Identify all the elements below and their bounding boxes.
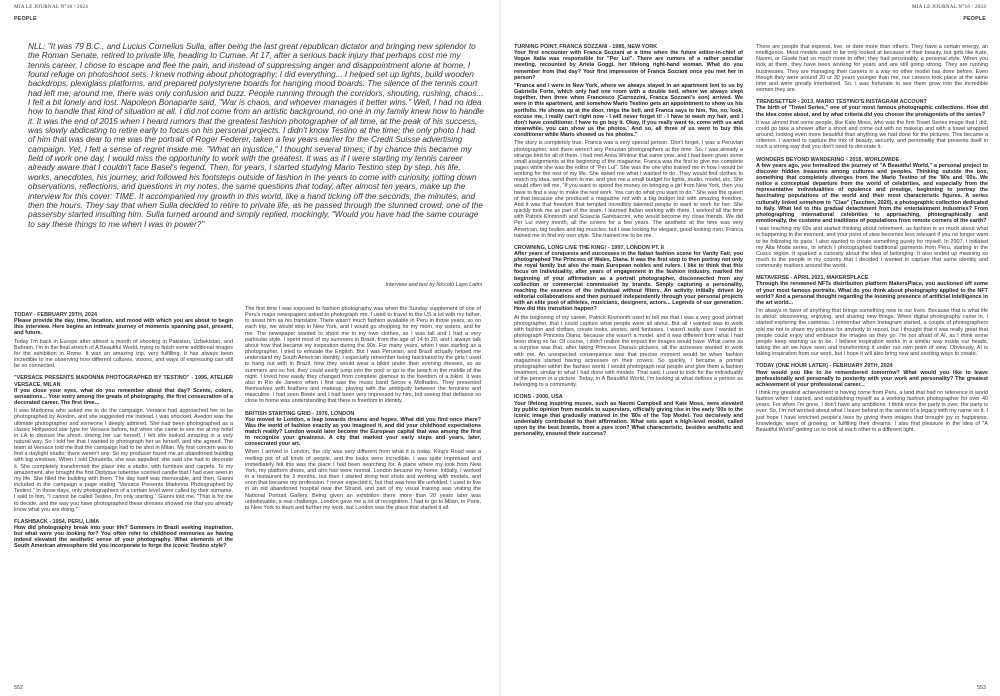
question: Your first encounter with Franca Sozzani at a time when the future editor-in-chief of Vogue Italia was responsible for "Per Lui". There are rumors of a rather peculiar meeting, recounted by Ariela Goggi, her lifelong right-hand woman. What do you remember from that day? Your first impression of Franca Sozzani once you met her in person? [514,50,743,81]
journal-title: MIA LE JOURNAL N°18 / 2024 [14,4,89,10]
section-heading: TODAY (ONE HOUR LATER) - FEBRUARY 29TH, 2024 [756,363,893,370]
section-heading: TODAY - FEBRUARY 29TH, 2024 [14,312,97,318]
question: After years of conquests and successes in the Italian fashion scene for Vanity Fair, you photographed The Princess of Wales, Diana. It was the first step to then portray not only the royal family but also the main European nobles and rulers. I like to think that this focus on individuality, after years of engagement in the fashion industry, marked the beginning of your affirmation as a portrait photographer, disconnected from any collection or commercial commission by brands. Simply capturing a personality, reaching the essence of the individual without filters. An activity initially driven by editorial collaborations and then pursued independently through your personal projects with an elite pool of athletes, musicians, designers, actors... Legends of our generation. How did this transition happen? [514,251,743,313]
section-heading: TURNING POINT, FRANCA SOZZANI - 1985, NEW YORK [514,44,658,50]
question: The birth of "Towel Series," one of your most famous photographic collections. How did the idea come about, and by what criteria did you choose the protagonists of the series? [756,105,988,118]
answer: At the beginning of my career, Patrick Kinmonth used to tell me that I was a very good portrait photographer, that I could capture what people were all about. But all I wanted was to work with fashion and clothes, create looks, stories, and fantasies. I wasn't really sure I wanted to photograph Princess Diana, because she wasn't a model, and it was different from what I had been doing so far. Of course, I didn't realize the impact the images would have. What came as a surprise was that, after taking Princess Diana's pictures, all the actresses wanted to work with me. An unexpected consequence was that precise moment would be when fashion magazines started having actresses on their covers. So quickly, I became a portrait photographer within the fashion world. I would photograph real people and give them a fashion treatment, similar to what I had done with models. That said, I used to look for the individuality of the person in a picture. Today, in A Beautiful World, I'm looking at what defines a person as belonging to a community. [514,314,743,389]
question: Your lifelong inspiring muses, such as Naomi Campbell and Kate Moss, were elevated by public opinion from models to superstars, officially giving rise in the early '00s to the iconic image that gradually matured in the '80s of the Top Model. You decisively and undeniably contributed to their affirmation. What sets apart a high-level model, called upon by the best brands, from a pure icon? What characteristic, besides aesthetic and personality, ensured their success? [514,400,743,438]
question: How would you like to be remembered tomorrow? What would you like to leave professionally and personally to posterity with your work and personality? The greatest achievement of your professional career... [756,369,988,388]
left-column-1 [14,312,233,552]
intro-paragraph: NLL: "It was 79 B.C., and Lucius Cornelius Sulla, after being the last great republican dictator and bringing new splendor to the Roman Senate, retired to private life, heading to Cumae. At 17, after a serious back injury that perhaps cost me my tennis career, I chose to escape and flee the pain, and instead of suppressing anger and disappointment alone at home, I found refuge on photoshoot sets. I knew nothing about photography; I did everything... I helped set up lights, build wooden backdrops, plexiglass platforms, and prepared polystyrene boards for hanging mood boards. The silence of the tennis court had left me; around me, there was only confusion and buzz. People running through the corridors, shouting, rushing, chaos... I felt a bit lonely and lost. Napoleon Bonaparte said, "War is chaos, and whoever manages it better wins." Well, I had no idea how to handle that kind of situation at all. I did not come from an artistic background, no one in my family knew how to handle it. It was the end of 2015 when I heard rumors that the greatest fashion photographer of all time, at the peak of his success, was slowly abdicating to retire early to focus on his personal projects. I didn't know Testino at the time; the only photo I had of him that was dear to me was the portrait of Roger Federer, taken a few years earlier for the Credit Suisse advertising campaign. Yet, I felt a sense of regret inside me. "What an injustice," I thought several times; if by chance this became my field of work one day, I would miss the opportunity to work with the greatest. It was as if I were starting my tennis career already aware that I couldn't face Basel's legend. Then, for years, I started studying Mario Testino step by step, his life, works, anecdotes, his journey, and followed his footsteps outside of fashion in the years to come with curiosity, jotting down observations, reflections, and questions in my notes, the same questions that today, after almost ten years, make up the interview for this cover: TIME. It accompanied my growth in this world, like a hand ticking off the seconds, the minutes, and then the hours. They say that when Sulla decided to retire to private life, as he passed through the stunned crowd, one of the passersby started insulting him. Sulla turned around and simply replied, mockingly, "Would you have had the same courage to say these things to me when I was in power?" [28,42,484,229]
answer: It was Madonna who asked me to do the campaign. Versace had approached her to be photographed by Avedon, and she suggested me instead. I was shocked. Avedon was the ultimate photographer and someone I deeply admired. She had been photographed as a classic Hollywood star type for Versace before, but when she came to see me at my hotel in LA to discuss the shoot, driving her car herself, I felt she looked amazing in a very natural way. So I told her that I wanted to photograph her as herself, and she agreed. The team at Versace told me that the campaign had to be shot in Milan. My first concern was to find a daylight studio; there weren't any. So my producer found me an abandoned building with big windows. When I told Donatella, she was appalled; she said she had to decorate it. She completely transformed the place into a studio, with furniture and carpets. To my amazement, she brought the first Diptyque tuberose scented candle that I had ever seen in my life. She filled the building with them. The day itself was memorable, and then, Gianni included in the campaign a page stating "Versace Presents Madonna Photographed by Testino." In those days, only photographers of a certain level were called by their surname. I said to him, "I cannot be called Testino, I'm only starting." Gianni told me, "That is for me to decide, and the way you have photographed these dresses showed me that you already know what you are doing." [14,408,233,513]
left-running-header [14,4,88,22]
section-heading: TRENDSETTER - 2013, MARIO TESTINO'S INSTAGRAM ACCOUNT [756,99,927,106]
section-heading: ICONS - 2000, USA [514,394,563,401]
answer: Today I'm back in Europe after almost a month of shooting in Pakistan, Uzbekistan, and Bahrain. I'm in the final stretch of A Beautiful World, trying to finish some additional images for the exhibition in Rome. It was an amazing trip, very fulfilling. It has always been incredible to me observing how different cultures, visions, and ways of expressing can still be so connected. [14,338,233,370]
left-column-2 [245,306,481,514]
section-heading: BRITISH STARTING GRID - 1976, LONDON [245,410,355,417]
right-column-2 [756,44,988,436]
left-page-number: 552 [14,685,23,691]
answer: I'm always in favor of anything that brings something new to our lives. Because that is what life is about: discovering, enjoying, and sharing new things. When digital photography came in, I started exploring the cameras. I remember when Instagram started, a couple of photographers told me not to share my pictures for anybody to repost, but I thought that it was really great that people could enjoy and embrace the images as they go. I'm not afraid of AI, as I think some people keep warning us to be. I believe inspiration works in a similar way inside our heads, taking the art we have seen and transforming it under our own point of view. Obviously, AI is taking inspiration from our work, but I hope it will also bring new and exciting ways to create. [756,308,988,358]
answer: I think my greatest achievement is having come from Peru, a land that had no reference in world fashion when I started, and establishing myself as a working fashion photographer for over 40 years. For when I'm gone, I don't have any ambitions. I think once the party is over, the party is over. So, I'm not worried about what I leave behind in the sense of a legacy with my name on it. I just hope I have enriched people's lives by giving them images that brought joy or happiness, knowledge, ways of growing, or fulfilling their dreams. I also find pleasure in the idea of "A Beautiful World" getting us to look at each other in a different light. [756,389,988,433]
answer: The first time I was exposed to fashion photography was when the Sunday supplement of one of Peru's major newspapers asked to photograph me. I used to travel to the US a lot with my father, to assist him as his translator. There wasn't much fashion available in Peru in those years, so on each trip, we would stop in New York, and I would go shopping for my mom, my sisters, and for me. The newspaper wanted to shoot me in my own clothes, as I was tall and I had a very particular style. I spent most of my summers in Brazil, from the age of 14 to 20, and I always talk about how that became my inspiration during the 90s. For many years, when I was starting as a photographer, I tried to emulate the English. But I was Peruvian, and Brazil actually helped me understand my South American identity. I especially remember being fascinated by the girls I used to hang out with in Brazil, how they would wear a bikini under their evening dresses, so as summers are so hot, they could easily jump into the pool or go to the beach in the middle of the night. I loved how easily they changed from complete glamour to the freedom of a bikini. It was also in Rio de Janeiro when I first saw the music band Secos e Molhados. They presented themselves with feathers and makeup, playing with the ambiguity between the feminine and masculine. I had seen Bowie and I had been very impressed by him, but seeing that defiance so close to home was understanding that there is freedom in identity. [245,306,481,405]
question: You moved to London, a leap towards dreams and hopes. What did you find once there? Was the world of fashion exactly as you imagined it, and did your childhood expectations match reality? London would later become the European capital that was among the first to recognize your greatness. A city that marked your early steps and years, later, consecrated your art. [245,416,481,448]
section-heading: WONDERS BEYOND WANDERING - 2018, WORLDWIDE [756,156,900,163]
question: A few years ago, you formalized the journey of "A Beautiful World," a personal project to discover hidden treasures among cultures and peoples. Thinking outside the box, something that completely diverges from the Mario Testino of the '80s and '00s. We notice a conceptual departure from the world of celebrities, and especially from the representative individualities of opulence and prestige, beginning to portray the fascinating populations of the world and their most characteristic figures. A series culturally linked somehow to "Ciao" (Taschen, 2020), a photographic collection dedicated to Italy. What led to this gradual detachment from the entertainment industries? From photographing international celebrities to approaching, photographically and emotionally, the customs and traditions of populations from remote corners of the earth? [756,162,988,225]
quoted-answer: "Franca and I were in New York, where we always stayed in an apartment lent to us by Gabriella Forte, which only had one room with a double bed, where we always slept together, then three when Francesco (Carrozzini, Franca Sozzani's son) arrived. We were in this apartment, and somehow Mario Testino gets an appointment to show us his portfolio. He shows up at the door, rings the bell, and Franca says to him, 'No, no, look, excuse me, I really can't right now - I will never forget it! - I have to wash my hair, and I don't have conditioner. I have to go buy it. Okay, if you really want to, come with us and meanwhile, you can show us the photos.' And so, all three of us went to buy this conditioner while Mario showed us his photos." [514,82,743,139]
answer: There are people that express, live, or dare more than others. They have a certain energy, an intelligence. Most models used to be only looked at because of their beauty, but girls like Kate, Naomi, or Gisele had so much more to offer; they had personality, a personal style. When you look at them, they have been working for years and are still going strong. They are running businesses. They are managing their careers in a way no other model has done before. Even though they were around 20 or 30 years younger than me, our careers took place at the same time and were greatly intertwined. So, I was fortunate to see them grow into the incredible women they are. [756,44,988,94]
answer: The story is completely true. Franca was a very special person. Don't forget, I was a Peruvian photographer, and there weren't any Peruvian photographers at the time. So, I was already a strange bird for all of them. I had met Anna Wintour that same year, and I had been given some small assignments at the beginning of the magazine. Franca was the first to give me complete pages while she was the editor of "Per Lui". She was the one who trained me in how I would be working for the rest of my life. She asked me what I wanted to do. They would find clothes to match my idea, send them to me, and give me a small budget for lights, studio, model, etc. She would often tell me, "If you want to spend the money on bringing a girl from New York, then you have to find a way to make the rest work. You can do what you want to do." She was the queen of that because she produced a magazine not with a big budget but with amazing freedom. And it was that freedom that tempted incredibly talented people to want to work for her. She quickly took me as part of the team. I learned Italian working with them. I worked all the time with Patrick Kinmonth and Sciascia Gambaccini, who would become my close friends. We did Per Lui every month, all the covers for a few years. The aesthetic at the time was very American, big bodies and big muscles, but I was looking for elegant, good-looking men. Franca trained me to find my own style. She trained me to be me. [514,140,743,239]
answer: When I arrived in London, the city was very different from what it is today. King's Road was a melting pot of all kinds of people, and the looks were incredible. I was quite impressed and immediately felt this was the place I had been searching for. A place where my look from New York, my platform shoes, and afro hair were normal. London became my home. Initially, I worked in a restaurant for 3 months, but then I started doing test shots and working with models, and soon that became my profession. I never expected it, but that was how life unfolded. I used to live in an old abandoned hospital near the Strand, and part of my visual training was visiting the National Portrait Gallery. Being given an exhibition there more than 20 years later was unbelievable, a real challenge. London gave me a lot of recognition. I had to go to Milan, to Paris, to New York to learn and further my work, but London was the place that started it all. [245,449,481,511]
section-heading: METAVERSE - APRIL 2021, MAKERSPLACE [756,275,869,282]
section-heading: CROWNING, LONG LIVE THE KING! - 1997, LONDON PT. II [514,244,664,251]
right-running-header [912,4,986,22]
answer: I was reaching my 60s and started thinking about retirement, as fashion is so much about what is happening in the moment, and your point of view becomes less relevant if you no longer want to be following its pace. I also wanted to create something purely for myself. In 2007, I initiated my Alta Moda series, in which I photographed traditional garments from Peru, starting in the Cusco region. It sparked a curiosity about the idea of belonging. It also ended up meaning so much to the people in my country that I decided I wanted to capture that same identity and community markers around the world. [756,226,988,270]
right-page [500,0,1000,696]
section-label: PEOPLE [14,16,37,22]
question: How did photography break into your life? Summers in Brazil seeking inspiration, but what were you looking for? You often refer to childhood memories as having indeed elevated the aesthetic sense of your photography. What elements of the South American atmosphere did you incorporate to forge the iconic Testino style? [14,525,233,550]
question: Through the renowned NFTs distribution platform MakersPlace, you auctioned off some of your most famous portraits. What do you think about photography applied to the NFT world? And a personal thought regarding the looming presence of artificial intelligence in the art world... [756,281,988,306]
right-page-number: 553 [977,685,986,691]
interview-credit: Interview and text by Niccolò Lapo Latini [385,282,482,288]
right-column-1 [514,44,743,440]
question: Please provide the day, time, location, and mood with which you are about to begin this interview. Here begins an intimate journey of moments spanning past, present, and future. [14,318,233,337]
section-heading: FLASHBACK - 1954, PERU, LIMA [14,518,100,525]
question: If you close your eyes, what do you remember about that day? Scents, colors, sensations... Your entry among the greats of photography, the first consecration of a decorated career. The first time... [14,387,233,407]
section-label: PEOPLE [963,16,986,22]
answer: It was almost that some people, like Kate Moss, who was the first Towel Series image that I did, could go take a shower after a shoot and come out with no makeup and with a towel wrapped around, looking even more beautiful than anything we had done for the pictures. This became a criterion. I wanted to capture the mix of beauty, security, and personality that presents itself in such a strong way that you don't need to decorate it. [756,119,988,151]
section-heading: "VERSACE PRESENTS MADONNA PHOTOGRAPHED BY TESTINO" - 1995, ATELIER VERSACE, MILAN [14,375,233,388]
journal-title: MIA LE JOURNAL N°18 / 2024 [911,4,986,10]
